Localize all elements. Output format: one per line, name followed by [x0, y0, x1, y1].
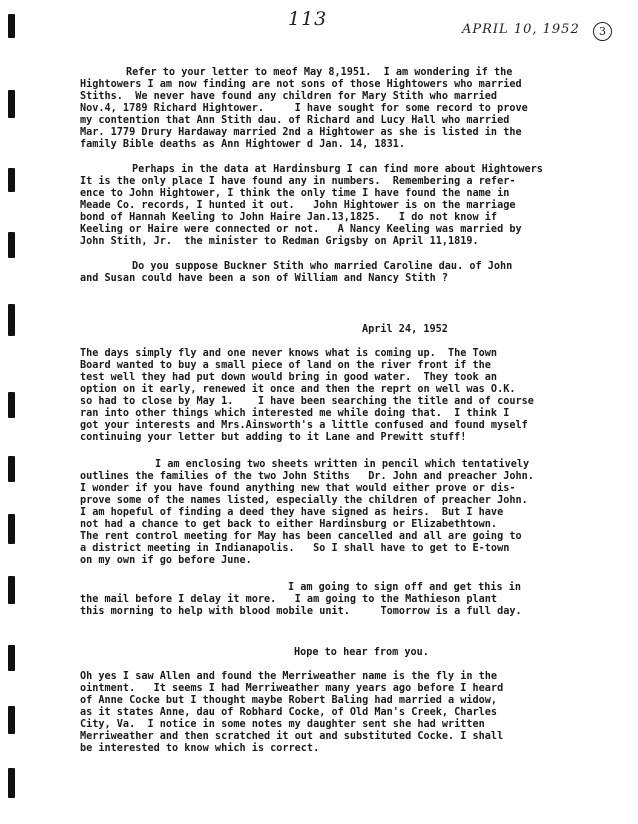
text-line: ence to John Hightower, I think the only time I have found the name in	[80, 188, 510, 199]
page-number: 113	[288, 8, 328, 30]
text-line: It is the only place I have found any in numbers. Remembering a refer-	[80, 176, 516, 187]
text-line: Refer to your letter to meof May 8,1951. I am wondering if the	[126, 67, 513, 78]
text-line: The days simply fly and one never knows what is coming up. The Town	[80, 348, 498, 359]
text-line: John Stith, Jr. the minister to Redman Grigsby on April 11,1819.	[80, 236, 479, 247]
text-line: Merriweather and then scratched it out and substituted Cocke. I shall	[80, 731, 504, 742]
text-line: my contention that Ann Stith dau. of Richard and Lucy Hall who married	[80, 115, 510, 126]
text-line: City, Va. I notice in some notes my daughter sent she had written	[80, 719, 485, 730]
text-line: bond of Hannah Keeling to John Haire Jan.13,1825. I do not know if	[80, 212, 498, 223]
text-line: Stiths. We never have found any children for Mary Stith who married	[80, 91, 498, 102]
binding-mark	[8, 90, 15, 118]
text-line: the mail before I delay it more. I am going to the Mathieson plant	[80, 594, 498, 605]
text-line: Nov.4, 1789 Richard Hightower. I have sought for some record to prove	[80, 103, 528, 114]
text-line: ointment. It seems I had Merriweather many years ago before I heard	[80, 683, 504, 694]
binding-mark	[8, 514, 15, 544]
text-line: I am going to sign off and get this in	[288, 582, 522, 593]
text-line: outlines the families of the two John Stiths Dr. John and preacher John.	[80, 471, 534, 482]
text-line: a district meeting in Indianapolis. So I shall have to get to E-town	[80, 543, 510, 554]
text-line: Hightowers I am now finding are not sons of those Hightowers who married	[80, 79, 522, 90]
text-line: Board wanted to buy a small piece of land on the river front if the	[80, 360, 491, 371]
text-line: I am hopeful of finding a deed they have signed as heirs. But I have	[80, 507, 504, 518]
text-line: test well they had put down would bring in good water. They took an	[80, 372, 498, 383]
circled-page-number: 3	[593, 22, 612, 41]
text-line: Oh yes I saw Allen and found the Merriweather name is the fly in the	[80, 671, 498, 682]
text-line: this morning to help with blood mobile unit. Tomorrow is a full day.	[80, 606, 522, 617]
text-line: got your interests and Mrs.Ainsworth's a little confused and found myself	[80, 420, 528, 431]
text-line: I wonder if you have found anything new that would either prove or dis-	[80, 483, 516, 494]
binding-mark	[8, 168, 15, 192]
text-line: Meade Co. records, I hunted it out. John Hightower is on the marriage	[80, 200, 516, 211]
text-line: family Bible deaths as Ann Hightower d Jan. 14, 1831.	[80, 139, 406, 150]
binding-mark	[8, 456, 15, 482]
binding-mark	[8, 768, 15, 798]
text-line: not had a chance to get back to either Hardinsburg or Elizabethtown.	[80, 519, 498, 530]
text-line: Hope to hear from you.	[294, 647, 429, 658]
text-line: on my own if go before June.	[80, 555, 252, 566]
text-line: continuing your letter but adding to it Lane and Prewitt stuff!	[80, 432, 467, 443]
binding-mark	[8, 645, 15, 671]
handwritten-date: APRIL 10, 1952	[462, 22, 580, 37]
text-line: of Anne Cocke but I thought maybe Robert Baling had married a widow,	[80, 695, 498, 706]
text-line: as it states Anne, dau of Robhard Cocke, of Old Man's Creek, Charles	[80, 707, 498, 718]
binding-mark	[8, 392, 15, 418]
binding-mark	[8, 14, 15, 38]
binding-mark	[8, 232, 15, 258]
text-line: I am enclosing two sheets written in pencil which tentatively	[155, 459, 530, 470]
text-line: and Susan could have been a son of William and Nancy Stith ?	[80, 273, 449, 284]
typed-date: April 24, 1952	[362, 324, 448, 335]
text-line: Keeling or Haire were connected or not. A Nancy Keeling was married by	[80, 224, 522, 235]
text-line: prove some of the names listed, especially the children of preacher John.	[80, 495, 528, 506]
text-line: option on it early, renewed it once and then the reprt on well was O.K.	[80, 384, 516, 395]
binding-mark	[8, 304, 15, 336]
binding-mark	[8, 576, 15, 604]
text-line: so had to close by May 1. I have been searching the title and of course	[80, 396, 534, 407]
text-line: The rent control meeting for May has been cancelled and all are going to	[80, 531, 522, 542]
binding-mark	[8, 706, 15, 734]
text-line: Do you suppose Buckner Stith who married Caroline dau. of John	[132, 261, 513, 272]
text-line: Perhaps in the data at Hardinsburg I can find more about Hightowers	[132, 164, 543, 175]
text-line: be interested to know which is correct.	[80, 743, 320, 754]
text-line: Mar. 1779 Drury Hardaway married 2nd a Hightower as she is listed in the	[80, 127, 522, 138]
text-line: ran into other things which interested me while doing that. I think I	[80, 408, 510, 419]
